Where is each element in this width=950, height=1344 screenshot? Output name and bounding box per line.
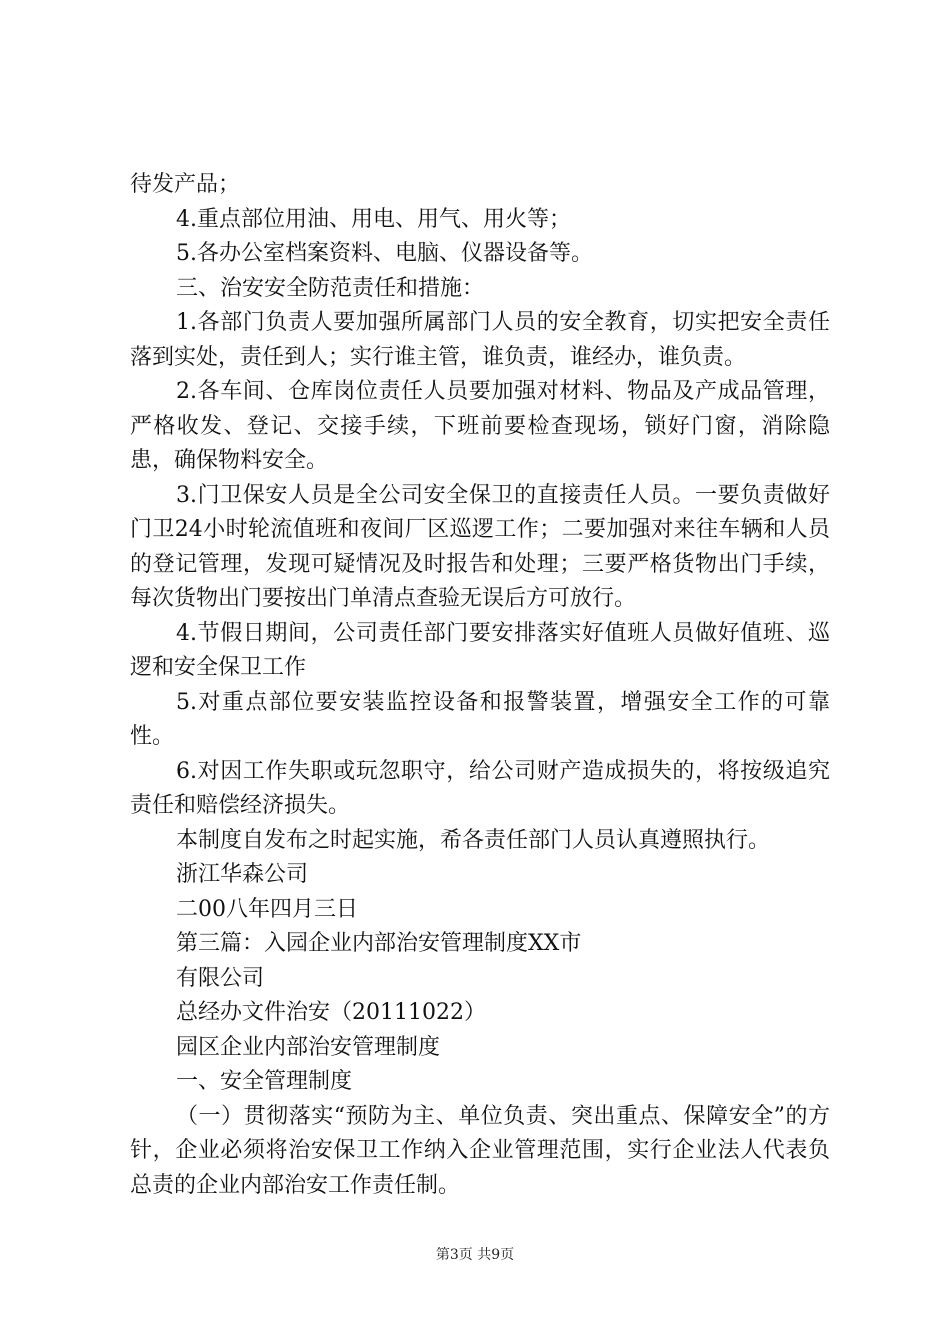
paragraph: 2.各车间、仓库岗位责任人员要加强对材料、物品及产成品管理，严格收发、登记、交接手续，下班前要检查现场，锁好门窗，消除隐患，确保物料安全。 [130,379,830,473]
paragraph: 总经办文件治安（20111022） [176,1000,486,1025]
paragraph: 待发产品； [130,172,241,197]
paragraph: 有限公司 [176,965,265,991]
paragraph: 6.对因工作失职或玩忽职守，给公司财产造成损失的，将按级追究责任和赔偿经济损失。 [130,758,830,818]
paragraph: 园区企业内部治安管理制度 [176,1034,441,1060]
paragraph: 本制度自发布之时起实施，希各责任部门人员认真遵照执行。 [176,827,771,853]
paragraph: （一）贯彻落实“预防为主、单位负责、突出重点、保障安全”的方针，企业必须将治安保卫工作纳入企业管理范围，实行企业法人代表负总责的企业内部治安工作责任制。 [130,1103,830,1198]
paragraph: 5.对重点部位要安装监控设备和报警装置，增强安全工作的可靠性。 [130,689,830,749]
document-body [130,168,830,1203]
paragraph: 一、安全管理制度 [176,1069,353,1094]
paragraph: 第三篇：入园企业内部治安管理制度XX市 [176,931,582,956]
paragraph: 3.门卫保安人员是全公司安全保卫的直接责任人员。一要负责做好门卫24小时轮流值班和夜间厂区巡逻工作；二要加强对来往车辆和人员的登记管理，发现可疑情况及时报告和处理；三要严格货物出门手续，每次货物出门要按出门单清点查验无误后方可放行。 [130,482,830,611]
paragraph: 5.各办公室档案资料、电脑、仪器设备等。 [176,241,593,266]
paragraph: 浙江华森公司 [176,862,309,887]
paragraph: 二00八年四月三日 [176,896,358,922]
page-footer: 第3页 共9页 [435,1247,515,1263]
paragraph: 三、治安安全防范责任和措施： [176,275,485,301]
paragraph: 4.重点部位用油、用电、用气、用火等； [176,206,571,232]
paragraph: 4.节假日期间，公司责任部门要安排落实好值班人员做好值班、巡逻和安全保卫工作 [130,620,830,680]
paragraph: 1.各部门负责人要加强所属部门人员的安全教育，切实把安全责任落到实处，责任到人；实行谁主管，谁负责，谁经办，谁负责。 [130,310,830,370]
